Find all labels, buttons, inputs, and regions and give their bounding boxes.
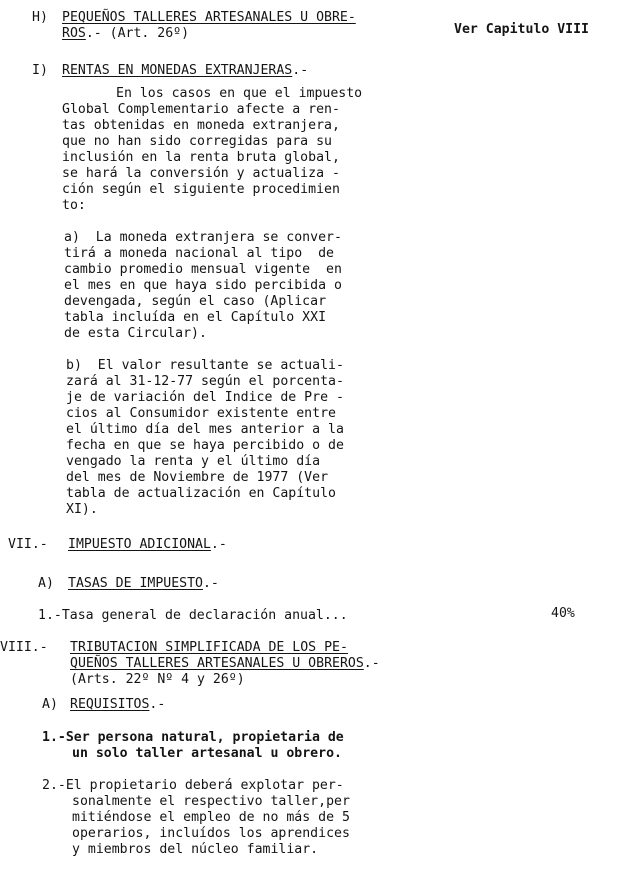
sub-a-title-text: TASAS DE IMPUESTO [68, 576, 203, 591]
para-a-line: cambio promedio mensual vigente en [64, 262, 342, 277]
para-b-line: fecha en que se haya percibido o de [66, 438, 344, 453]
section-viii-articles: (Arts. 22º Nº 4 y 26º) [70, 672, 245, 687]
section-viii-marker: VIII.- [0, 640, 48, 655]
section-viii-title-text-1: TRIBUTACION SIMPLIFICADA DE LOS PE- [70, 640, 348, 655]
tax-rate-label: 1.-Tasa general de declaración anual... [38, 608, 348, 623]
para-b-line: vengado la renta y el último día [66, 454, 321, 469]
sub-a-title-suffix: .- [202, 576, 219, 591]
section-viii-title-line-2 [70, 656, 380, 672]
para-a-line: a) La moneda extranjera se conver- [64, 230, 342, 245]
intro-line: to: [62, 198, 86, 213]
section-i-title-text: RENTAS EN MONEDAS EXTRANJERAS [62, 63, 293, 78]
para-b-line: je de variación del Indice de Pre - [66, 390, 344, 405]
section-viii-title-suffix: .- [363, 656, 380, 671]
section-vii-sub-a-title [68, 576, 219, 592]
intro-line: que no han sido corregidas para su [62, 134, 332, 149]
intro-line: ción según el siguiente procedimien [62, 182, 340, 197]
intro-line: tas obtenidas en moneda extranjera, [62, 118, 340, 133]
section-h-title-line-1: PEQUEÑOS TALLERES ARTESANALES U OBRE- [62, 10, 356, 25]
para-a-line: de esta Circular). [64, 326, 207, 341]
req-1-line: 1.-Ser persona natural, propietaria de [42, 730, 344, 745]
section-h-article: .- (Art. 26º) [85, 26, 190, 41]
section-i-marker: I) [32, 63, 48, 78]
para-b-line: cios al Consumidor existente entre [66, 406, 336, 421]
section-vii-title [68, 537, 227, 553]
requisitos-title-suffix: .- [149, 697, 166, 712]
intro-line: se hará la conversión y actualiza - [62, 166, 340, 181]
para-b-line: zará al 31-12-77 según el porcenta- [66, 374, 344, 389]
req-1-line: un solo taller artesanal u obrero. [72, 746, 342, 761]
para-b-line: XI). [66, 502, 98, 517]
para-b-line: tabla de actualización en Capítulo [66, 486, 336, 501]
section-vii-sub-a-marker: A) [38, 576, 54, 591]
section-viii-sub-a-title [70, 697, 165, 713]
para-a-line: devengada, según el caso (Aplicar [64, 294, 327, 309]
section-h-title-cont [62, 26, 189, 42]
req-2-line: 2.-El propietario deberá explotar per- [42, 778, 344, 793]
section-vii-marker: VII.- [8, 537, 48, 552]
section-i-title [62, 63, 308, 79]
section-vii-title-text: IMPUESTO ADICIONAL [68, 537, 211, 552]
para-a-line: tirá a moneda nacional al tipo de [64, 246, 334, 261]
para-b-line: del mes de Noviembre de 1977 (Ver [66, 470, 329, 485]
section-h-side-note: Ver Capitulo VIII [454, 22, 589, 37]
section-h-marker: H) [32, 10, 48, 25]
para-b-line: el último día del mes anterior a la [66, 422, 344, 437]
section-i-title-suffix: .- [292, 63, 309, 78]
para-a-line: tabla incluída en el Capítulo XXI [64, 310, 327, 325]
intro-line: En los casos en que el impuesto [116, 86, 363, 101]
tax-rate-value: 40% [551, 606, 575, 621]
para-b-line: b) El valor resultante se actuali- [66, 358, 344, 373]
req-2-line: sonalmente el respectivo taller,per [72, 794, 350, 809]
req-2-line: y miembros del núcleo familiar. [72, 842, 319, 857]
section-h-title [62, 10, 356, 26]
req-2-line: mitiéndose el empleo de no más de 5 [72, 810, 350, 825]
requisitos-title-text: REQUISITOS [70, 697, 150, 712]
section-vii-title-suffix: .- [210, 537, 227, 552]
para-a-line: el mes en que haya sido percibida o [64, 278, 342, 293]
section-viii-title-text-2: QUEÑOS TALLERES ARTESANALES U OBREROS [70, 656, 364, 671]
intro-line: inclusión en la renta bruta global, [62, 150, 340, 165]
req-2-line: operarios, incluídos los aprendices [72, 826, 350, 841]
section-viii-sub-a-marker: A) [42, 697, 58, 712]
section-viii-title-line-1 [70, 640, 348, 656]
intro-line: Global Complementario afecte a ren- [62, 102, 340, 117]
section-h-title-line-2: ROS [62, 26, 86, 41]
